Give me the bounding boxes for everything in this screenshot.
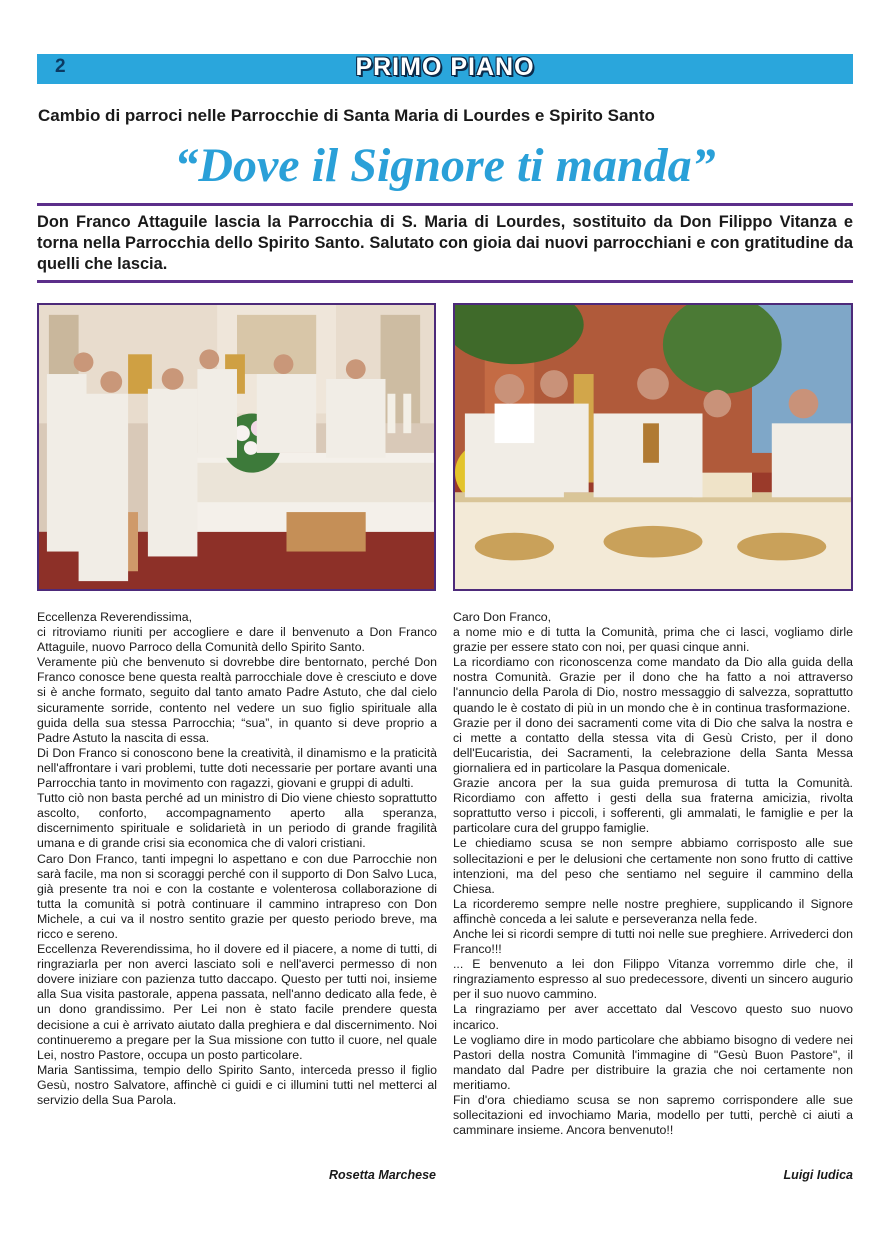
altar-celebration-photo [37,303,436,591]
paragraph: Caro Don Franco, [453,610,552,624]
article-kicker: Cambio di parroci nelle Parrocchie di Santa Maria di Lourdes e Spirito Santo [38,106,655,125]
paragraph: La ricorderemo sempre nelle nostre preghiere, supplicando il Signore affinchè conceda a lei salute e perseveranza nella fede. [453,896,853,926]
paragraph: Le vogliamo dire in modo particolare che abbiamo bisogno di vedere nei Pastori della nostra Comunità l'immagine di "Gesù Buon Pastore", il mandato dal Padre per distribuire la grazia che noi certamente non meritiamo. [453,1032,853,1092]
left-signature: Rosetta Marchese [329,1168,436,1182]
section-title: PRIMO PIANO [355,53,535,81]
paragraph: Eccellenza Reverendissima, [37,610,193,624]
right-signature: Luigi Iudica [783,1168,853,1182]
paragraph: ... E benvenuto a lei don Filippo Vitanza vorremmo dirle che, il ringraziamento espresso al suo predecessore, diventi un sincero augurio per il suo nuovo cammino. [453,957,853,1002]
paragraph: Veramente più che benvenuto si dovrebbe dire bentornato, perché Don Franco conosce bene questa realtà parrocchiale dove è cresciuto e dove si è anche formato, seguito dal tanto amato Padre Astuto, che dal cielo sicuramente sorride, contento nel vedere un suo figlio spirituale alla guida della sua stessa Parrocchia; “sua”, in quanto si deve proprio a Padre Astuto la nascita di essa. [37,655,437,745]
article-lead: Don Franco Attaguile lascia la Parrocchia di S. Maria di Lourdes, sostituito da Don Filippo Vitanza e torna nella Parrocchia dello Spirito Santo. Salutato con gioia dai nuovi parrocchiani e con gratitudine da quelli che lascia. [37,213,853,273]
article-headline: “Dove il Signore ti manda” [174,139,716,192]
paragraph: Tutto ciò non basta perché ad un ministro di Dio viene chiesto soprattutto ascolto, conforto, accompagnamento aperto alla speranza, discernimento spirituale e solidarietà in un periodo di grande fragilità umana e di grande crisi sia economica che di valori cristiani. [37,791,437,851]
divider-bottom [37,280,853,283]
bishop-blessing-photo [453,303,853,591]
paragraph: Le chiediamo scusa se non sempre abbiamo corrisposto alle sue sollecitazioni e per le delusioni che certamente non sono frutto di cattive intenzioni, ma del peso che sentiamo nel seguire il cammino della Chiesa. [453,836,853,896]
paragraph: Fin d'ora chiediamo scusa se non sapremo corrispondere alle sue sollecitazioni ed invochiamo Maria, modello per tutti, perchè ci aiuti a camminare insieme. Ancora benvenuto!! [453,1093,853,1138]
left-column-text [37,610,437,1108]
paragraph: Di Don Franco si conoscono bene la creatività, il dinamismo e la praticità nell'affrontare i vari problemi, tutte doti necessarie per portare avanti una Parrocchia tanto in movimento con ragazzi, giovani e gruppi di adulti. [37,745,437,791]
page-number: 2 [55,56,66,77]
paragraph: ci ritroviamo riuniti per accogliere e dare il benvenuto a Don Franco Attaguile, nuovo Parroco della Comunità dello Spirito Santo. [37,625,437,655]
paragraph: Caro Don Franco, tanti impegni lo aspettano e con due Parrocchie non sarà facile, ma non si scoraggi perché con il supporto di Don Salvo Luca, già presente tra noi e con la costante e volenterosa collaborazione di tutta la comunità si potrà continuare il cammino intrapreso con Don Michele, a cui va il nostro sentito grazie per questo periodo breve, ma ricco e sereno. [37,851,437,941]
paragraph: Maria Santissima, tempio dello Spirito Santo, interceda presso il figlio Gesù, nostro Salvatore, affinchè ci guidi e ci illumini tutti nel metterci al servizio della Sua Parola. [37,1062,437,1107]
paragraph: Eccellenza Reverendissima, ho il dovere ed il piacere, a nome di tutti, di ringraziarla per non averci lasciato soli e nell'averci permesso di non dovere iniziare con pazienza tutto daccapo. Questo per tutti noi, insieme alla Sua visita pastorale, appena passata, nell'anno dedicato alla fede, è un dono grandissimo. Per Lei non è stato facile prendere questa decisione a cui è arrivato aiutato dalla preghiera e dal discernimento. Noi continueremo a pregare per la Sua missione con tutto il cuore, nel quale Lei, nostro Pastore, occupa un posto particolare. [37,942,437,1062]
divider-top [37,203,853,206]
paragraph: La ricordiamo con riconoscenza come mandato da Dio alla guida della nostra Comunità. Grazie per il dono che ha fatto a noi attraverso l'annuncio della Parola di Dio, nostro messaggio di salvezza, soprattutto quando le è costato di più in un mondo che è in continua trasformazione. [453,655,853,715]
paragraph: Anche lei si ricordi sempre di tutti noi nelle sue preghiere. Arrivederci don Franco!!! [453,926,853,957]
right-column-text [453,610,853,1138]
paragraph: Grazie per il dono dei sacramenti come vita di Dio che salva la nostra e ci mette a contatto della stessa vita di Gesù Cristo, per il dono dell'Eucaristia, dei Sacramenti, la celebrazione della Santa Messa giornaliera ed in particolare la Pasqua domenicale. [453,715,853,775]
paragraph: a nome mio e di tutta la Comunità, prima che ci lasci, vogliamo dirle grazie per essere stato con noi, per quasi cinque anni. [453,625,853,655]
paragraph: La ringraziamo per aver accettato dal Vescovo questo suo nuovo incarico. [453,1002,853,1032]
paragraph: Grazie ancora per la sua guida premurosa di tutta la Comunità. Ricordiamo con affetto i gesti della sua fraterna amicizia, rivolta soprattutto verso i piccoli, i sofferenti, gli ammalati, le famiglie e per la particolare cura del gruppo famiglie. [453,776,853,836]
